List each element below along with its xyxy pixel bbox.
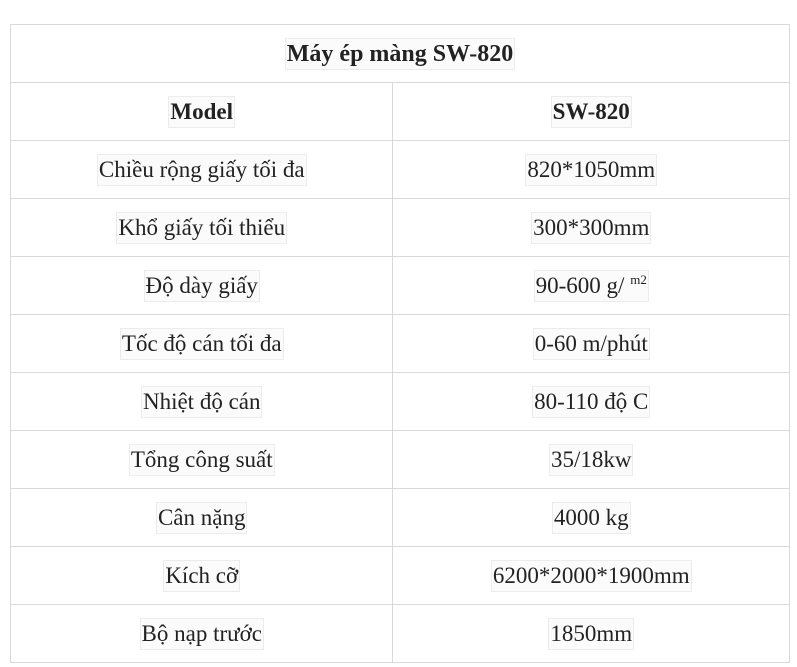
header-label: Model [168, 96, 235, 128]
table-row [11, 141, 790, 199]
table-title: Máy ép màng SW-820 [285, 38, 515, 70]
header-value-cell [393, 83, 790, 141]
row-label: Chiều rộng giấy tối đa [97, 154, 307, 186]
spec-table [10, 24, 790, 663]
table-row [11, 547, 790, 605]
row-value-cell [393, 315, 790, 373]
row-label: Khổ giấy tối thiểu [116, 212, 287, 244]
row-label-cell [11, 431, 393, 489]
row-value-cell [393, 547, 790, 605]
row-label: Tốc độ cán tối đa [120, 328, 284, 360]
row-value: 4000 kg [552, 502, 631, 534]
header-label-cell [11, 83, 393, 141]
row-label: Tổng công suất [129, 444, 275, 476]
row-label-cell [11, 489, 393, 547]
row-value-cell [393, 605, 790, 663]
row-label-cell [11, 315, 393, 373]
row-label-cell [11, 257, 393, 315]
row-value: 80-110 độ C [532, 386, 650, 418]
row-label-cell [11, 547, 393, 605]
row-value: 300*300mm [531, 212, 651, 244]
row-label-cell [11, 199, 393, 257]
row-label: Bộ nạp trước [140, 618, 264, 650]
row-value: 1850mm [548, 618, 634, 650]
row-label-cell [11, 605, 393, 663]
table-row [11, 605, 790, 663]
table-row [11, 315, 790, 373]
row-value: 0-60 m/phút [533, 328, 650, 360]
row-value: 90-600 g/ [535, 272, 631, 298]
table-row [11, 489, 790, 547]
row-label: Độ dày giấy [144, 270, 260, 302]
table-title-cell [11, 25, 790, 83]
row-value-cell [393, 199, 790, 257]
table-row [11, 199, 790, 257]
table-header-row [11, 83, 790, 141]
row-value-cell [393, 373, 790, 431]
table-title-row [11, 25, 790, 83]
table-row [11, 373, 790, 431]
table-row [11, 431, 790, 489]
row-value: 6200*2000*1900mm [491, 560, 692, 592]
row-label-cell [11, 373, 393, 431]
row-value-group [534, 270, 649, 302]
row-value-cell [393, 257, 790, 315]
row-label: Nhiệt độ cán [141, 386, 263, 418]
table-row [11, 257, 790, 315]
row-value-cell [393, 141, 790, 199]
header-value: SW-820 [551, 96, 632, 128]
row-value-cell [393, 431, 790, 489]
row-value: 35/18kw [549, 444, 634, 476]
row-label: Cân nặng [156, 502, 248, 534]
row-label: Kích cỡ [163, 560, 240, 592]
row-label-cell [11, 141, 393, 199]
row-value: 820*1050mm [525, 154, 657, 186]
unit-superscript: m2 [630, 271, 647, 287]
row-value-cell [393, 489, 790, 547]
